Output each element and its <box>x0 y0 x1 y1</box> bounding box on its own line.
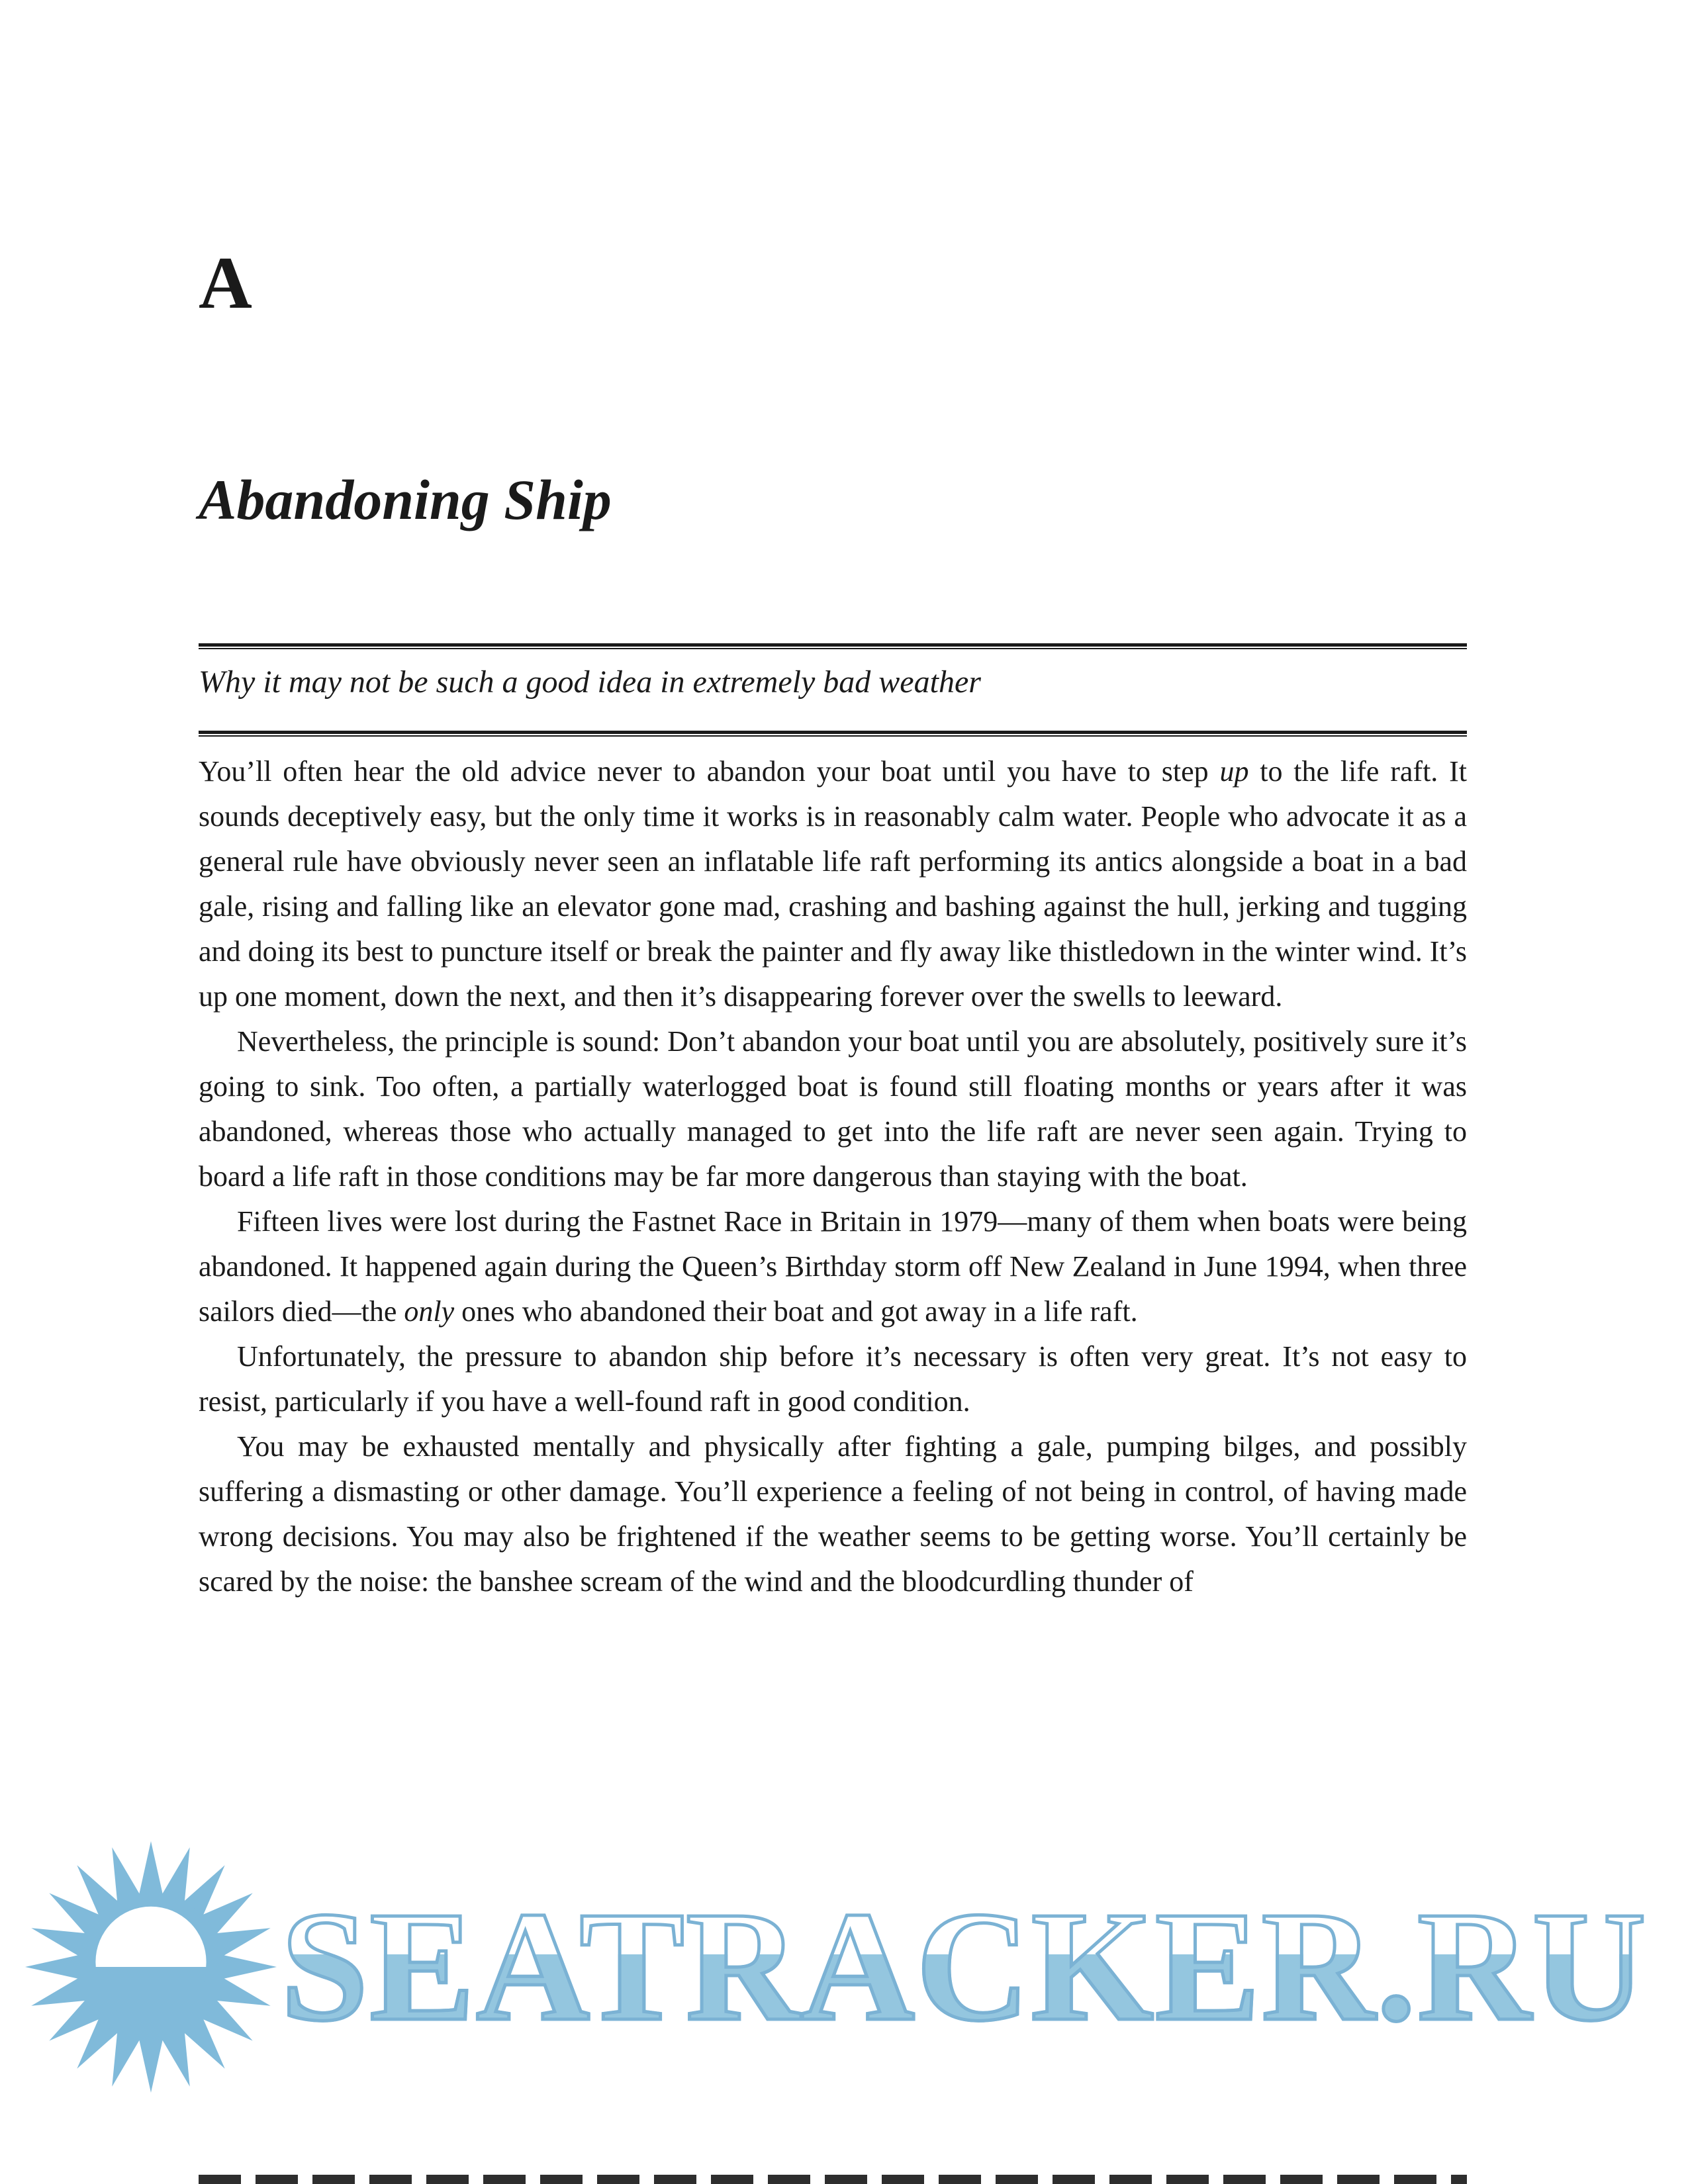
paragraph <box>199 1019 1467 1199</box>
watermark <box>25 1868 1688 2066</box>
chapter-title: Abandoning Ship <box>199 468 612 531</box>
text-segment: Fifteen lives were lost during the Fastnet Race in Britain in 1979—many of them when boats were being abandoned. It happened again during the Queen’s Birthday storm off New Zealand in June 1994, when three sailors died—the <box>199 1205 1467 1328</box>
text-segment: to the life raft. It sounds deceptively easy, but the only time it works is in reasonably calm water. People who advocate it as a general rule have obviously never seen an inflatable life raft performing its antics alongside a boat in a bad gale, rising and falling like an elevator gone mad, crashing and bashing against the hull, jerking and tugging and doing its best to puncture itself or break the painter and fly away like thistledown in the winter wind. It’s up one moment, down the next, and then it’s disappearing forever over the swells to leeward. <box>199 755 1467 1013</box>
text-segment: ones who abandoned their boat and got away in a life raft. <box>454 1295 1138 1328</box>
divider-rule-bottom <box>199 731 1467 737</box>
body-text <box>199 749 1467 1604</box>
text-segment: You may be exhausted mentally and physically after fighting a gale, pumping bilges, and possibly suffering a dismasting or other damage. You’ll experience a feeling of not being in control, of having made wrong decisions. You may also be frightened if the weather seems to be getting worse. You’ll certainly be scared by the noise: the banshee scream of the wind and the bloodcurdling thunder of <box>199 1430 1467 1598</box>
paragraph <box>199 1424 1467 1604</box>
section-letter: A <box>199 242 253 324</box>
chapter-subtitle: Why it may not be such a good idea in extremely bad weather <box>199 664 981 700</box>
paragraph <box>199 1334 1467 1424</box>
italic-text: up <box>1219 755 1249 788</box>
text-segment: Unfortunately, the pressure to abandon ship before it’s necessary is often very great. It’s not easy to resist, particularly if you have a well-found raft in good condition. <box>199 1340 1467 1418</box>
sun-logo-icon <box>25 1841 277 2093</box>
watermark-text: SEATRACKER.RU <box>281 1880 1648 2054</box>
paragraph <box>199 749 1467 1019</box>
paragraph <box>199 1199 1467 1334</box>
text-segment: You’ll often hear the old advice never to abandon your boat until you have to step <box>199 755 1220 788</box>
divider-rule-top <box>199 643 1467 649</box>
cutoff-text-line <box>199 2175 1467 2184</box>
italic-text: only <box>404 1295 455 1328</box>
text-segment: Nevertheless, the principle is sound: Don’t abandon your boat until you are absolutely, positively sure it’s going to sink. Too often, a partially waterlogged boat is found still floating months or years after it was abandoned, whereas those who actually managed to get into the life raft are never seen again. Trying to board a life raft in those conditions may be far more dangerous than staying with the boat. <box>199 1025 1467 1193</box>
